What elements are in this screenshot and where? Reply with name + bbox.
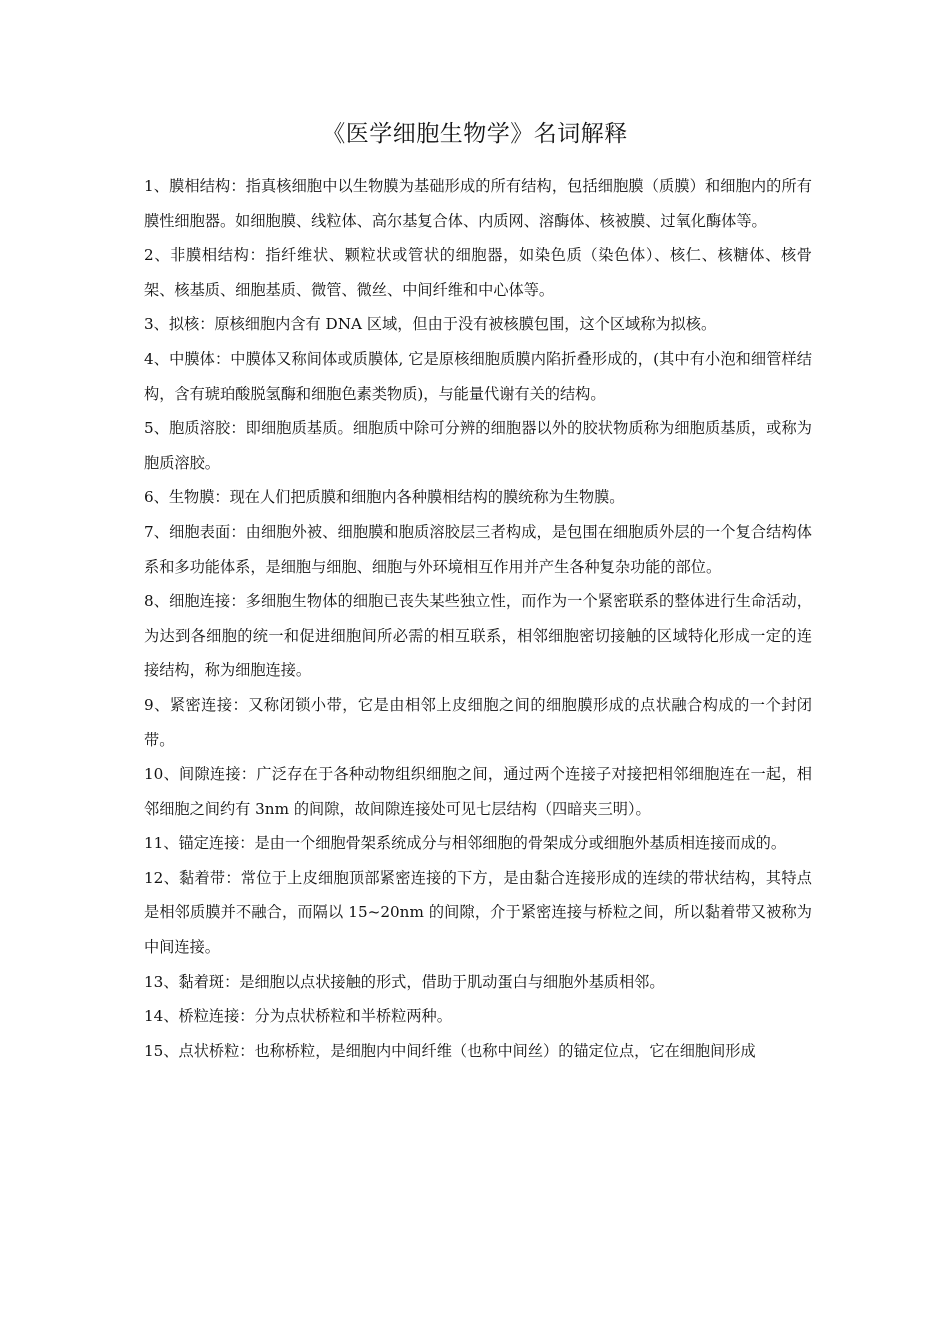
definition-entry: 9、紧密连接：又称闭锁小带，它是由相邻上皮细胞之间的细胞膜形成的点状融合构成的一个封闭带。 bbox=[144, 695, 812, 749]
definition-entry: 10、间隙连接：广泛存在于各种动物组织细胞之间，通过两个连接子对接把相邻细胞连在一起，相邻细胞之间约有 3nm 的间隙，故间隙连接处可见七层结构（四暗夹三明）。 bbox=[144, 765, 812, 818]
definition-entry: 6、生物膜：现在人们把质膜和细胞内各种膜相结构的膜统称为生物膜。 bbox=[144, 488, 625, 507]
document-body bbox=[144, 169, 812, 1068]
definition-entry: 14、桥粒连接：分为点状桥粒和半桥粒两种。 bbox=[144, 1007, 452, 1026]
definition-entry: 11、锚定连接：是由一个细胞骨架系统成分与相邻细胞的骨架成分或细胞外基质相连接而成的。 bbox=[144, 834, 787, 853]
definition-entry: 15、点状桥粒：也称桥粒，是细胞内中间纤维（也称中间丝）的锚定位点，它在细胞间形成 bbox=[144, 1041, 756, 1060]
definition-entry: 2、非膜相结构：指纤维状、颗粒状或管状的细胞器，如染色质（染色体）、核仁、核糖体、核骨架、核基质、细胞基质、微管、微丝、中间纤维和中心体等。 bbox=[144, 246, 812, 299]
definition-entry: 4、中膜体：中膜体又称间体或质膜体, 它是原核细胞质膜内陷折叠形成的，(其中有小泡和细管样结构，含有琥珀酸脱氢酶和细胞色素类物质)，与能量代谢有关的结构。 bbox=[144, 349, 812, 403]
definition-entry: 12、黏着带：常位于上皮细胞顶部紧密连接的下方，是由黏合连接形成的连续的带状结构，其特点是相邻质膜并不融合，而隔以 15~20nm 的间隙，介于紧密连接与桥粒之间，所以黏着带又被称为中间连接。 bbox=[144, 868, 812, 957]
definition-entry: 3、拟核：原核细胞内含有 DNA 区域，但由于没有被核膜包围，这个区域称为拟核。 bbox=[144, 315, 717, 334]
definition-entry: 1、膜相结构：指真核细胞中以生物膜为基础形成的所有结构，包括细胞膜（质膜）和细胞内的所有膜性细胞器。如细胞膜、线粒体、高尔基复合体、内质网、溶酶体、核被膜、过氧化酶体等。 bbox=[144, 177, 812, 230]
document-title: 《医学细胞生物学》名词解释 bbox=[322, 121, 628, 147]
definition-entry: 7、细胞表面：由细胞外被、细胞膜和胞质溶胶层三者构成，是包围在细胞质外层的一个复合结构体系和多功能体系，是细胞与细胞、细胞与外环境相互作用并产生各种复杂功能的部位。 bbox=[144, 522, 812, 576]
definition-entry: 5、胞质溶胶：即细胞质基质。细胞质中除可分辨的细胞器以外的胶状物质称为细胞质基质，或称为胞质溶胶。 bbox=[144, 419, 812, 472]
definition-entry: 8、细胞连接：多细胞生物体的细胞已丧失某些独立性，而作为一个紧密联系的整体进行生命活动，为达到各细胞的统一和促进细胞间所必需的相互联系，相邻细胞密切接触的区域特化形成一定的连接结构，称为细胞连接。 bbox=[144, 592, 812, 680]
definition-entry: 13、黏着斑：是细胞以点状接触的形式，借助于肌动蛋白与细胞外基质相邻。 bbox=[144, 972, 665, 991]
